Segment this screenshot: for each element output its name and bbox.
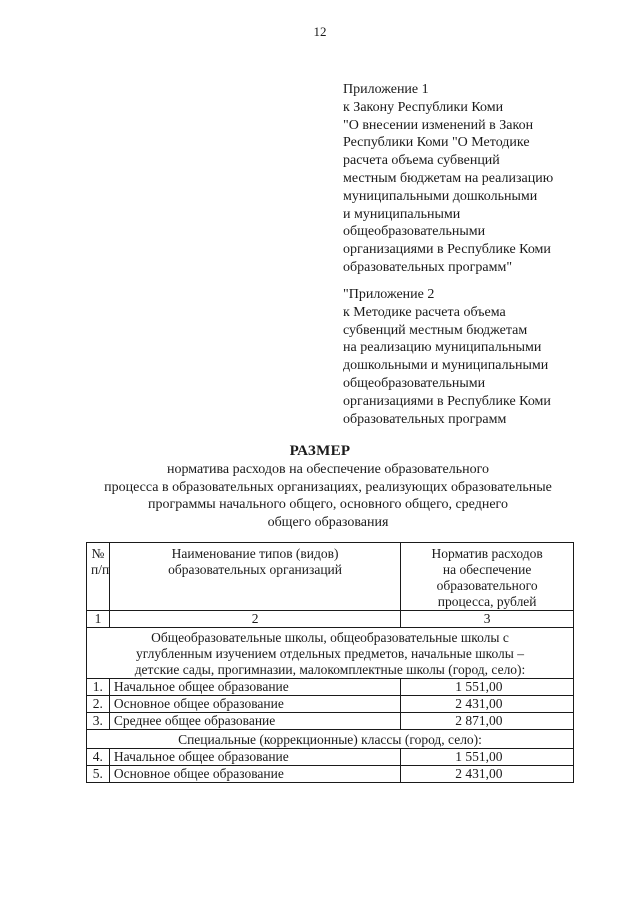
header-name-line: Наименование типов (видов): [171, 546, 339, 561]
appendix-2-line: образовательных программ: [343, 411, 507, 427]
index-cell: 3: [401, 611, 574, 628]
row-value: 2 431,00: [401, 766, 574, 783]
appendix-1-line: к Закону Республики Коми: [343, 99, 504, 115]
row-num: 2.: [87, 696, 110, 713]
row-num: 5.: [87, 766, 110, 783]
group-label-line: детские сады, прогимназии, малокомплектные школы (город, село):: [134, 662, 526, 677]
row-value: 2 871,00: [401, 713, 574, 730]
appendix-1-line: муниципальными дошкольными: [343, 188, 538, 204]
appendix-1-header: [343, 81, 553, 277]
table-row: [87, 679, 574, 696]
table-index-row: [87, 611, 574, 628]
subtitle-line: программы начального общего, основного общего, среднего: [148, 497, 508, 513]
group-label-line: Общеобразовательные школы, общеобразовательные школы с: [151, 630, 509, 645]
row-value: 1 551,00: [401, 749, 574, 766]
appendix-2-line: общеобразовательными: [343, 375, 486, 391]
table-row: [87, 766, 574, 783]
group-label-cell: [87, 628, 574, 679]
appendix-1-line: местным бюджетам на реализацию: [343, 170, 554, 186]
row-name: Начальное общее образование: [109, 749, 400, 766]
header-name-line: образовательных организаций: [168, 562, 343, 577]
subtitle-line: общего образования: [267, 514, 389, 530]
appendix-1-line: образовательных программ": [343, 259, 513, 275]
row-num: 1.: [87, 679, 110, 696]
subtitle-line: процесса в образовательных организациях, реализующих образовательные: [104, 479, 552, 495]
group-label-cell: Специальные (коррекционные) классы (город, село):: [87, 730, 574, 749]
appendix-2-header: [343, 286, 551, 428]
index-cell: 2: [109, 611, 400, 628]
row-num: 4.: [87, 749, 110, 766]
appendix-2-line: "Приложение 2: [343, 287, 435, 302]
table-group-row: [87, 730, 574, 749]
appendix-1-line: Приложение 1: [343, 82, 429, 97]
header-value-line: на обеспечение: [442, 562, 532, 577]
row-name: Основное общее образование: [109, 766, 400, 783]
table-header-row: [87, 543, 574, 611]
page-number: 12: [313, 24, 327, 39]
document-title: РАЗМЕР: [289, 443, 351, 459]
header-name-cell: [109, 543, 400, 611]
subtitle-line: норматива расходов на обеспечение образовательного: [166, 462, 490, 477]
appendix-1-line: Республики Коми "О Методике: [343, 135, 530, 151]
appendix-2-line: к Методике расчета объема: [343, 304, 506, 320]
table-row: [87, 749, 574, 766]
row-value: 2 431,00: [401, 696, 574, 713]
appendix-1-line: общеобразовательными: [343, 224, 486, 240]
row-num: 3.: [87, 713, 110, 730]
header-value-line: процесса, рублей: [437, 594, 537, 609]
norm-table: [86, 542, 574, 783]
appendix-1-line: "О внесении изменений в Закон: [343, 117, 534, 133]
appendix-1-line: и муниципальными: [343, 206, 461, 222]
appendix-1-line: организациями в Республике Коми: [343, 242, 551, 258]
appendix-1-line: расчета объема субвенций: [343, 153, 500, 169]
header-num-line: №: [91, 546, 105, 561]
row-value: 1 551,00: [401, 679, 574, 696]
header-value-line: Норматив расходов: [431, 546, 543, 561]
document-subtitle: [0, 461, 640, 531]
appendix-2-line: дошкольными и муниципальными: [343, 358, 549, 374]
table-row: [87, 713, 574, 730]
appendix-2-line: организациями в Республике Коми: [343, 393, 551, 409]
index-cell: 1: [87, 611, 110, 628]
group-label-line: углубленным изучением отдельных предметов, начальные школы –: [136, 646, 524, 661]
header-value-cell: [401, 543, 574, 611]
row-name: Начальное общее образование: [109, 679, 400, 696]
row-name: Основное общее образование: [109, 696, 400, 713]
header-num-line: п/п: [91, 562, 110, 577]
appendix-2-line: на реализацию муниципальными: [343, 340, 542, 356]
appendix-2-line: субвенций местным бюджетам: [343, 322, 528, 338]
table-group-row: [87, 628, 574, 679]
header-num-cell: [87, 543, 110, 611]
row-name: Среднее общее образование: [109, 713, 400, 730]
table-row: [87, 696, 574, 713]
header-value-line: образовательного: [436, 578, 538, 593]
